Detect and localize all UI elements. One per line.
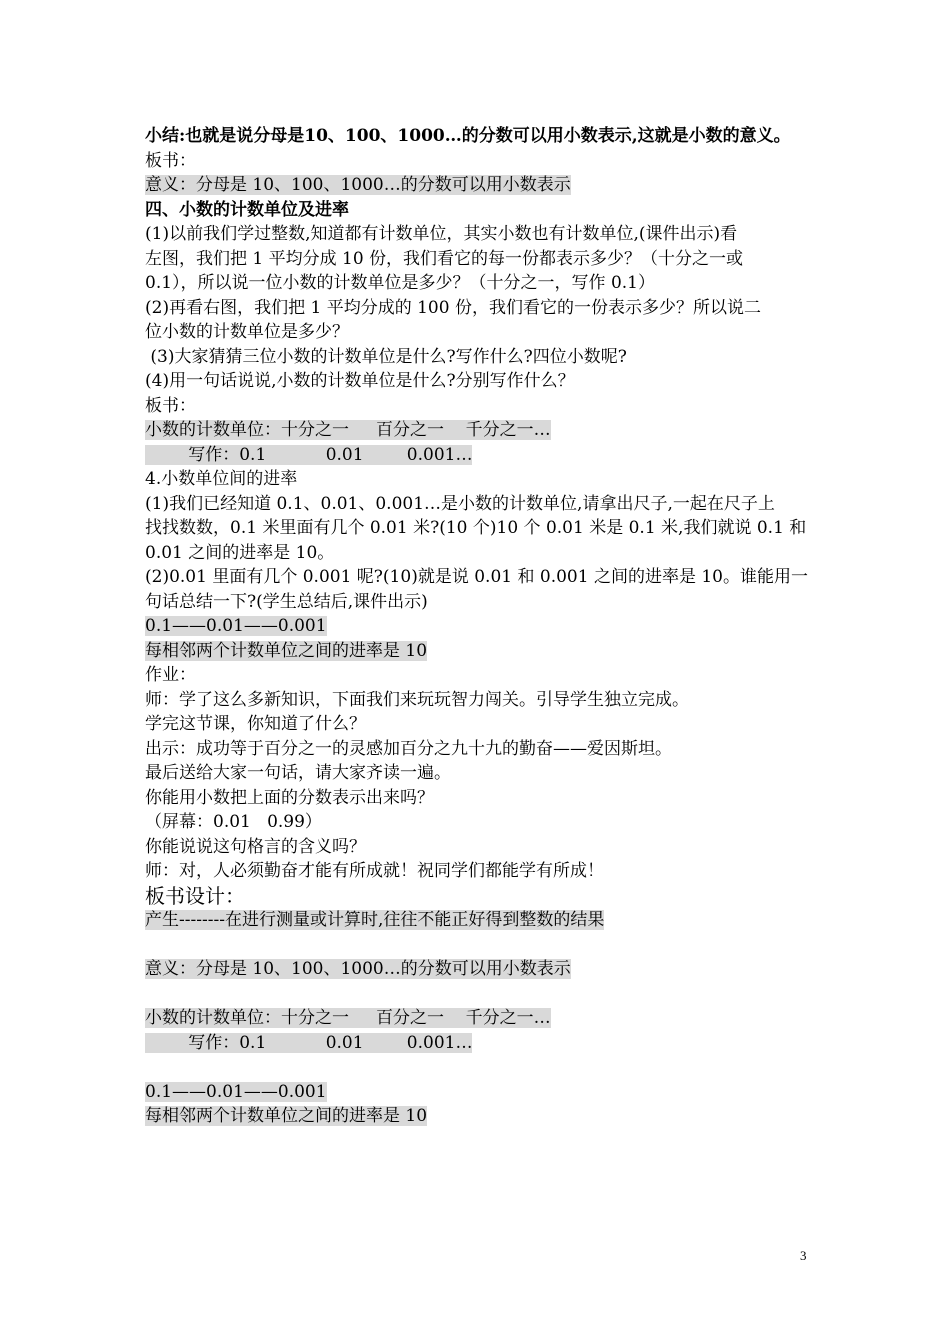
summary-line: 小结:也就是说分母是10、100、1000…的分数可以用小数表示,这就是小数的意义。 bbox=[145, 126, 791, 146]
paragraph-line: 句话总结一下?(学生总结后,课件出示) bbox=[145, 591, 428, 612]
highlight-meaning: 意义：分母是 10、100、1000…的分数可以用小数表示 bbox=[145, 959, 571, 979]
highlight-rate-chain: 0.1——0.01——0.001 bbox=[145, 1081, 327, 1102]
spacer bbox=[145, 1055, 810, 1080]
paragraph-line: 出示：成功等于百分之一的灵感加百分之九十九的勤奋——爱因斯坦。 bbox=[145, 738, 672, 759]
highlight-units: 小数的计数单位：十分之一 百分之一 千分之一… bbox=[145, 420, 551, 440]
paragraph-line: 位小数的计数单位是多少？ bbox=[145, 322, 349, 342]
paragraph-line: 你能用小数把上面的分数表示出来吗？ bbox=[145, 787, 434, 808]
page-body bbox=[145, 124, 810, 1129]
page-number: 3 bbox=[800, 1248, 807, 1263]
board-design-heading: 板书设计： bbox=[145, 883, 245, 908]
paragraph-line: （屏幕：0.01 0.99） bbox=[145, 812, 322, 832]
paragraph-line: 师：学了这么多新知识，下面我们来玩玩智力闯关。引导学生独立完成。 bbox=[145, 689, 689, 710]
paragraph-line: 最后送给大家一句话，请大家齐读一遍。 bbox=[145, 763, 451, 783]
paragraph-line: 0.1），所以说一位小数的计数单位是多少？（十分之一，写作 0.1） bbox=[145, 273, 655, 293]
paragraph-line: (2)0.01 里面有几个 0.001 呢?(10)就是说 0.01 和 0.001 之间的进率是 10。谁能用一 bbox=[145, 567, 808, 587]
board-label: 板书： bbox=[145, 395, 196, 416]
highlight-units: 小数的计数单位：十分之一 百分之一 千分之一… bbox=[145, 1008, 551, 1028]
spacer bbox=[145, 982, 810, 1007]
paragraph-line: 左图，我们把 1 平均分成 10 份，我们看它的每一份都表示多少？（十分之一或 bbox=[145, 248, 744, 269]
spacer bbox=[145, 933, 810, 958]
paragraph-line: 你能说说这句格言的含义吗？ bbox=[145, 836, 366, 857]
paragraph-line: (2)再看右图，我们把 1 平均分成的 100 份，我们看它的一份表示多少？所以说二 bbox=[145, 297, 761, 318]
paragraph-line: (1)以前我们学过整数,知道都有计数单位，其实小数也有计数单位,(课件出示)看 bbox=[145, 224, 738, 244]
board-label: 板书： bbox=[145, 150, 196, 171]
highlight-written: 写作：0.1 0.01 0.001… bbox=[145, 1032, 473, 1053]
highlight-rate-chain: 0.1——0.01——0.001 bbox=[145, 616, 327, 636]
highlight-written: 写作：0.1 0.01 0.001… bbox=[145, 444, 473, 465]
highlight-meaning: 意义：分母是 10、100、1000…的分数可以用小数表示 bbox=[145, 175, 571, 195]
section-heading-4: 四、小数的计数单位及进率 bbox=[145, 199, 349, 220]
highlight-rate-rule: 每相邻两个计数单位之间的进率是 10 bbox=[145, 640, 428, 661]
highlight-rate-rule: 每相邻两个计数单位之间的进率是 10 bbox=[145, 1106, 428, 1126]
paragraph-line: 学完这节课，你知道了什么？ bbox=[145, 714, 366, 734]
highlight-origin: 产生--------在进行测量或计算时,往往不能正好得到整数的结果 bbox=[145, 910, 605, 930]
paragraph-line: 找找数数，0.1 米里面有几个 0.01 米?(10 个)10 个 0.01 米是 0.1 米,我们就说 0.1 和 bbox=[145, 518, 807, 538]
paragraph-line: 师：对，人必须勤奋才能有所成就！祝同学们都能学有所成！ bbox=[145, 861, 604, 881]
homework-label: 作业： bbox=[145, 665, 196, 685]
paragraph-line: (3)大家猜猜三位小数的计数单位是什么?写作什么?四位小数呢? bbox=[145, 346, 627, 367]
paragraph-line: (1)我们已经知道 0.1、0.01、0.001…是小数的计数单位,请拿出尺子,一起在尺子上 bbox=[145, 493, 775, 514]
subsection-heading: 4.小数单位间的进率 bbox=[145, 469, 298, 489]
paragraph-line: 0.01 之间的进率是 10。 bbox=[145, 542, 335, 563]
paragraph-line: (4)用一句话说说,小数的计数单位是什么?分别写作什么？ bbox=[145, 371, 575, 391]
